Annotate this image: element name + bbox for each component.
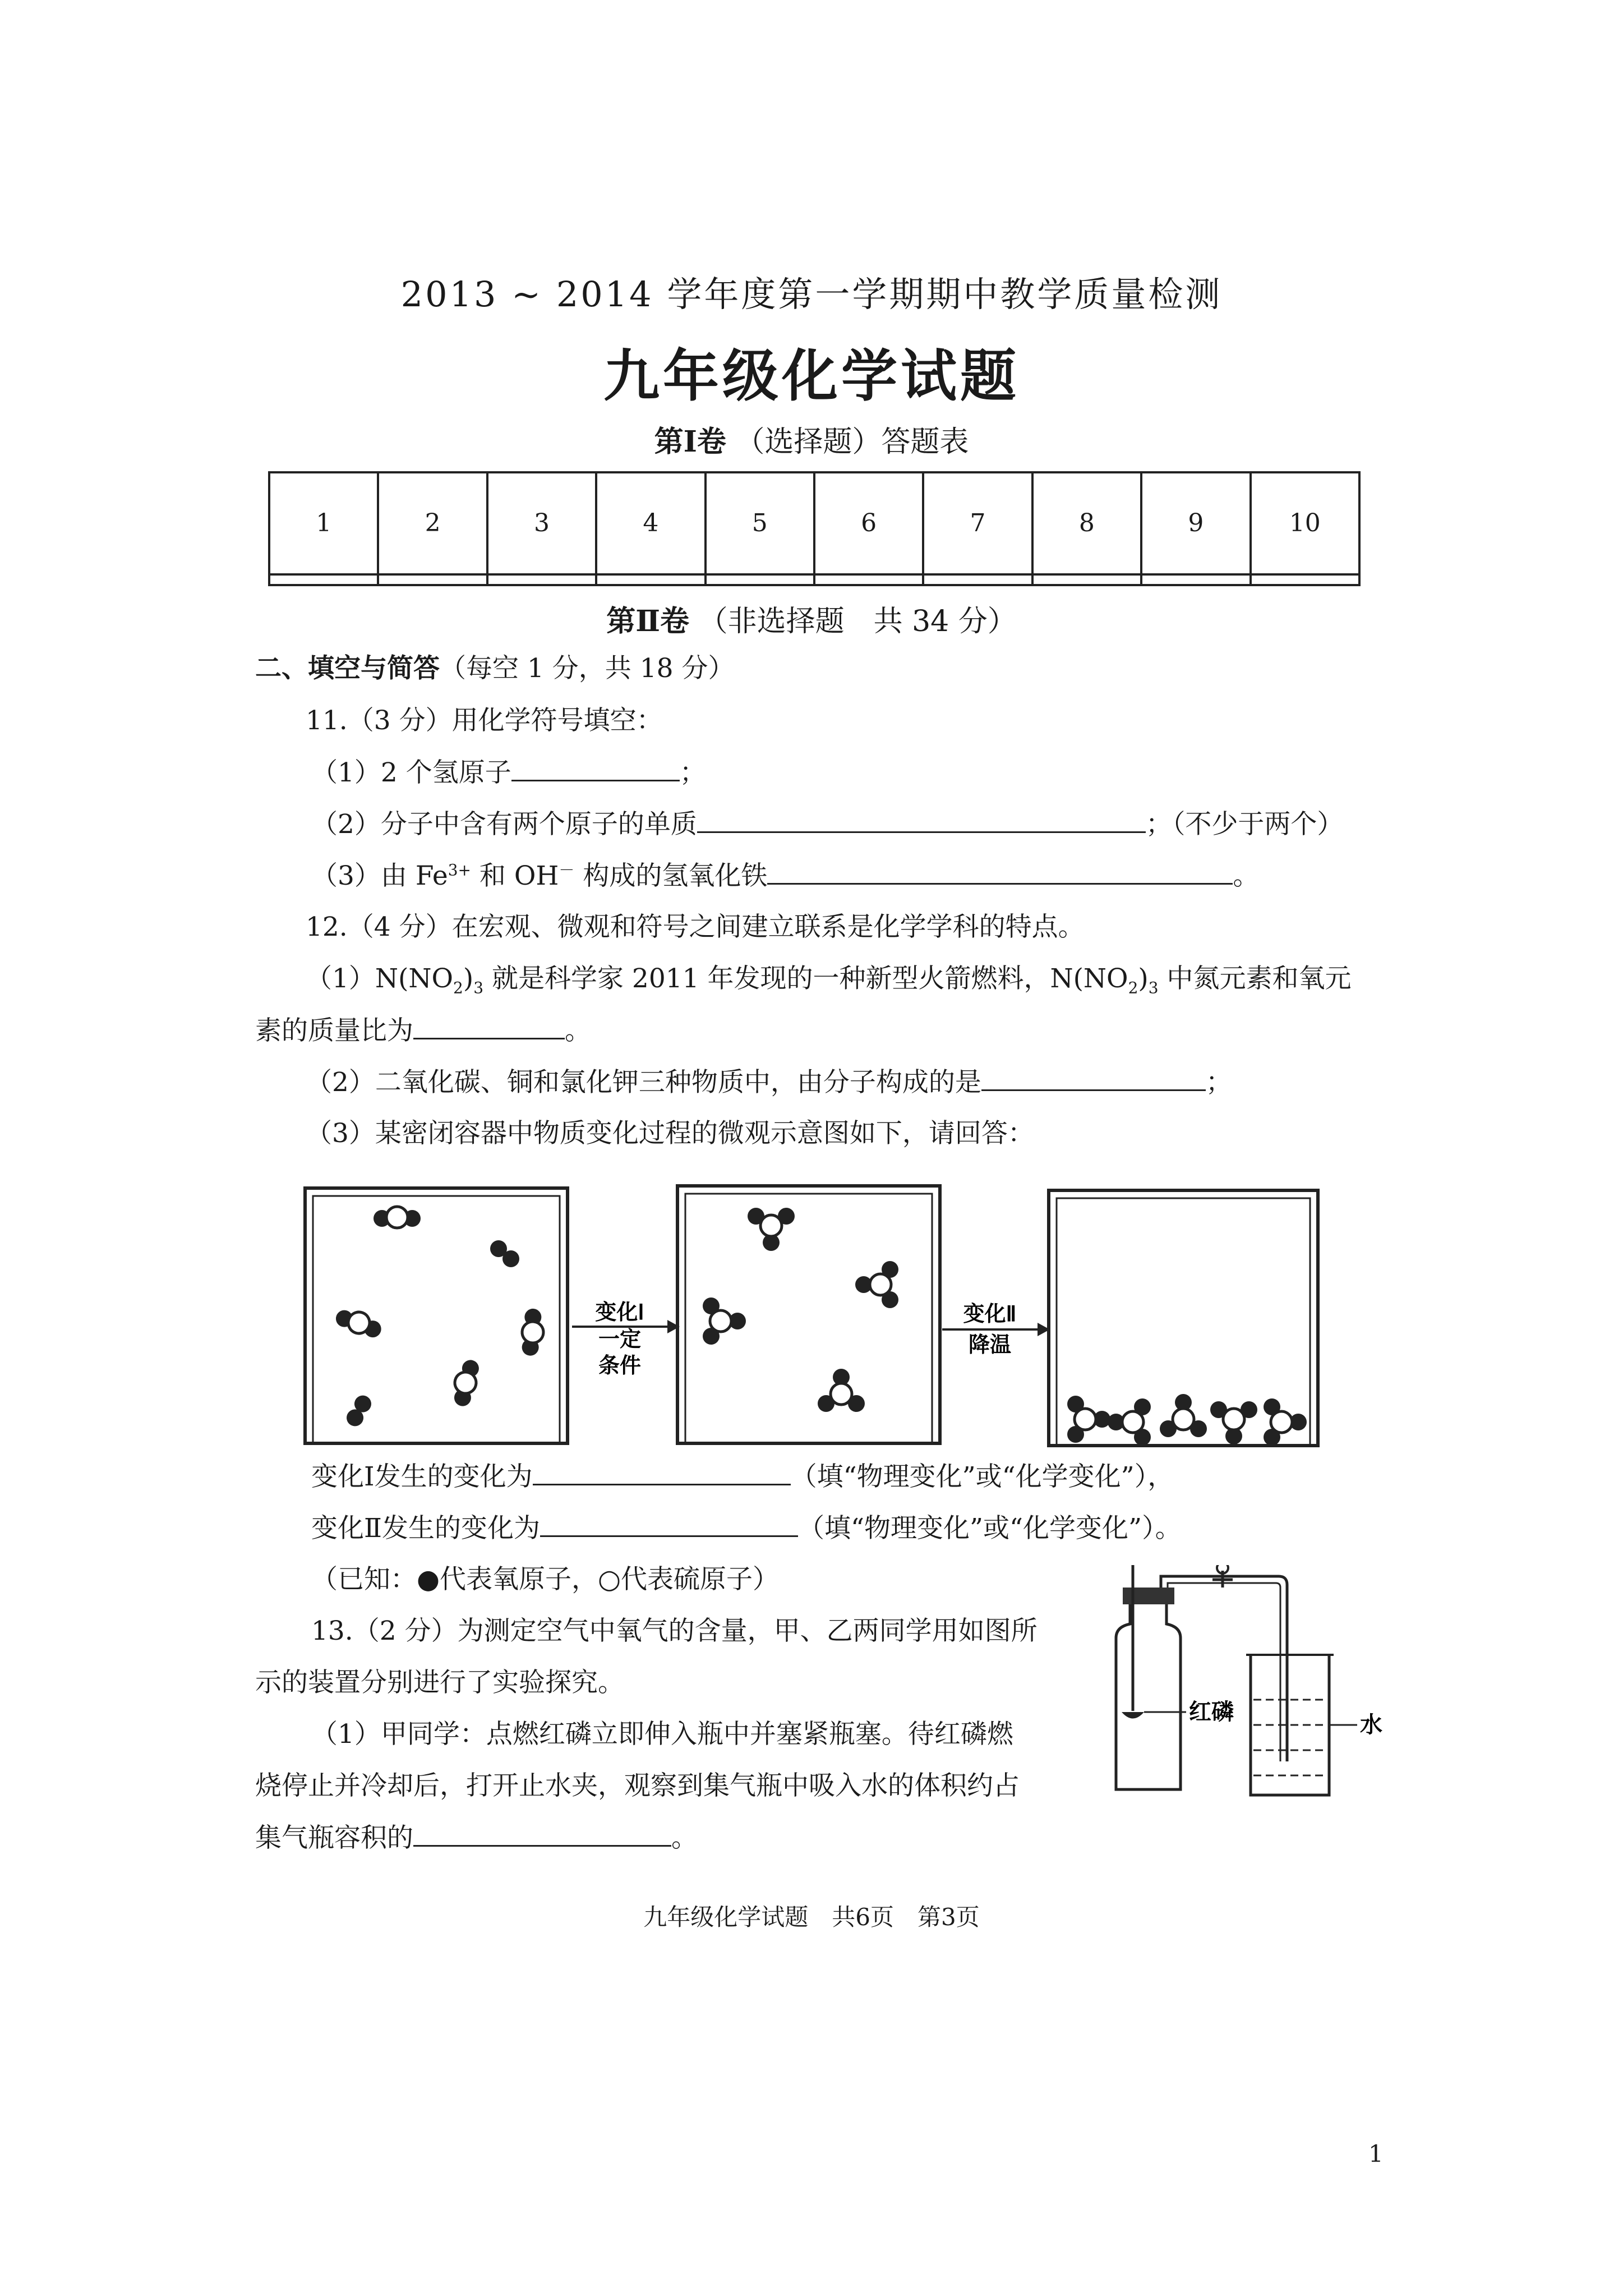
q12-stem: 12.（4 分）在宏观、微观和符号之间建立联系是化学学科的特点。 [306, 912, 1085, 942]
answer-col-header: 7 [923, 472, 1032, 574]
q11-part1-text: （1）2 个氢原子 [311, 757, 511, 788]
q12-part1-line2-text: 素的质量比为 [255, 1015, 413, 1046]
q12-change1-end: （填“物理变化”或“化学变化”）， [790, 1461, 1174, 1492]
q11-part2-end: ；（不少于两个） [1145, 809, 1344, 840]
q11-part3-text-a: （3）由 Fe [311, 861, 448, 891]
q12-legend: （已知：●代表氧原子，○代表硫原子） [311, 1564, 780, 1595]
q12-part1-sub1: 2 [453, 978, 463, 997]
answer-cell[interactable] [378, 574, 487, 585]
answer-table-answer-row [269, 574, 1359, 585]
part2-heading-label: 第Ⅱ卷 [606, 604, 690, 638]
answer-cell[interactable] [1251, 574, 1359, 585]
answer-cell[interactable] [1032, 574, 1141, 585]
q11-part3-blank[interactable] [767, 861, 1233, 885]
q11-part2-blank[interactable] [697, 809, 1146, 833]
label-water: 水 [1360, 1713, 1382, 1737]
q13-part1-line3-text: 集气瓶容积的 [255, 1823, 413, 1853]
answer-cell[interactable] [596, 574, 705, 585]
q12-part2 [306, 1067, 1232, 1098]
answer-col-header: 3 [487, 472, 596, 574]
q12-part1-text-e: 中氮元素和氧元 [1158, 963, 1352, 994]
answer-table-header-row [269, 472, 1359, 574]
rubber-stopper [1123, 1588, 1174, 1604]
q12-change1-blank[interactable] [533, 1461, 791, 1485]
answer-col-header: 10 [1251, 472, 1359, 574]
label-red-phosphorus: 红磷 [1189, 1700, 1234, 1724]
gas-collecting-bottle [1116, 1602, 1181, 1789]
q11-part3-text-b: 和 OH [471, 861, 559, 891]
answer-col-header: 4 [596, 472, 705, 574]
q12-part2-text: （2）二氧化碳、铜和氯化钾三种物质中，由分子构成的是 [306, 1067, 981, 1098]
section2-heading-desc: （每空 1 分，共 18 分） [440, 653, 735, 684]
answer-cell[interactable] [706, 574, 814, 585]
answer-cell[interactable] [814, 574, 923, 585]
beaker-water [1253, 1700, 1326, 1775]
q13-part1-blank[interactable] [413, 1823, 671, 1847]
change1-arrow [572, 1301, 680, 1378]
q12-part1-text-b: ) [463, 963, 474, 994]
q12-change1-text: 变化Ⅰ发生的变化为 [311, 1461, 533, 1492]
q12-part1-text-d: ) [1138, 963, 1149, 994]
answer-table [268, 471, 1361, 586]
q13-stem-line1: 13.（2 分）为测定空气中氧气的含量，甲、乙两同学用如图所 [311, 1616, 1038, 1646]
combustion-spoon [1122, 1712, 1144, 1719]
microscopic-change-diagram [303, 1184, 1324, 1453]
q12-part1-line2 [255, 1015, 591, 1046]
q12-change1 [311, 1461, 1174, 1492]
part1-heading-desc: （选择题）答题表 [735, 425, 969, 459]
q12-change2-blank[interactable] [540, 1513, 798, 1537]
q11-part2 [311, 809, 1343, 840]
answer-cell[interactable] [269, 574, 378, 585]
q13-part1-end: 。 [671, 1823, 698, 1853]
q12-part1-sub2: 3 [473, 978, 484, 997]
part2-heading [0, 597, 1623, 639]
q13-part1-line3 [255, 1823, 698, 1853]
diagram-box-before [305, 1188, 568, 1443]
q11-part3-text-c: 构成的氢氧化铁 [574, 861, 768, 891]
change2-condition: 降温 [968, 1333, 1012, 1357]
q12-part1-sub4: 3 [1148, 978, 1159, 997]
q11-part3-charge-fe: 3+ [448, 861, 471, 880]
diagram-box-after-change2 [1049, 1190, 1318, 1446]
q11-part3-charge-oh: － [559, 861, 575, 880]
q11-part3 [311, 861, 1259, 891]
q11-stem: 11.（3 分）用化学符号填空： [306, 705, 663, 736]
q11-part1-end: ； [679, 757, 706, 788]
q11-part1-blank[interactable] [511, 757, 680, 781]
part2-heading-desc: （非选择题 共 34 分） [698, 605, 1017, 638]
q12-change2-end: （填“物理变化”或“化学变化”）。 [797, 1513, 1182, 1544]
q12-part1-sub3: 2 [1128, 978, 1138, 997]
section2-heading-label: 二、填空与简答 [255, 653, 440, 684]
change2-label: 变化Ⅱ [963, 1303, 1017, 1326]
change1-condition-1: 一定 [598, 1328, 642, 1351]
answer-col-header: 9 [1141, 472, 1250, 574]
q11-part2-text: （2）分子中含有两个原子的单质 [311, 809, 697, 840]
q12-change2 [311, 1513, 1182, 1544]
answer-col-header: 1 [269, 472, 378, 574]
change1-label: 变化Ⅰ [595, 1301, 644, 1324]
answer-cell[interactable] [923, 574, 1032, 585]
q13-stem-line2: 示的装置分别进行了实验探究。 [255, 1667, 624, 1698]
answer-col-header: 5 [706, 472, 814, 574]
page-number: 1 [1368, 2140, 1384, 2168]
section2-heading [255, 654, 734, 684]
answer-col-header: 8 [1032, 472, 1141, 574]
exam-header: 2013 ~ 2014 学年度第一学期期中教学质量检测 [400, 274, 1223, 315]
q12-part1-blank[interactable] [413, 1015, 565, 1039]
oxygen-apparatus-diagram [1082, 1565, 1396, 1806]
answer-cell[interactable] [487, 574, 596, 585]
part1-heading [0, 418, 1623, 460]
answer-col-header: 6 [814, 472, 923, 574]
q11-part3-end: 。 [1233, 861, 1260, 891]
q12-part1-text-c: 就是科学家 2011 年发现的一种新型火箭燃料，N(NO [483, 963, 1128, 994]
answer-cell[interactable] [1141, 574, 1250, 585]
exam-title: 九年级化学试题 [603, 343, 1020, 409]
q12-part1-line1 [306, 964, 1352, 997]
q11-part1 [311, 757, 706, 788]
page-footer: 九年级化学试题 共6页 第3页 [643, 1903, 980, 1931]
q12-change2-text: 变化Ⅱ发生的变化为 [311, 1513, 540, 1544]
part1-heading-label: 第Ⅰ卷 [654, 425, 726, 459]
q12-part1-text-a: （1）N(NO [306, 963, 454, 994]
q12-part1-end: 。 [565, 1015, 591, 1046]
answer-col-header: 2 [378, 472, 487, 574]
q12-part3: （3）某密闭容器中物质变化过程的微观示意图如下，请回答： [306, 1118, 1034, 1149]
change1-condition-2: 条件 [598, 1354, 642, 1378]
q13-part1-line1: （1）甲同学：点燃红磷立即伸入瓶中并塞紧瓶塞。待红磷燃 [311, 1719, 1013, 1750]
diagram-box-after-change1 [677, 1186, 940, 1443]
q12-part2-blank[interactable] [981, 1067, 1206, 1091]
q13-part1-line2: 烧停止并冷却后，打开止水夹，观察到集气瓶中吸入水的体积约占 [255, 1770, 1020, 1801]
change2-arrow [942, 1303, 1050, 1357]
q12-part2-end: ； [1205, 1067, 1232, 1098]
